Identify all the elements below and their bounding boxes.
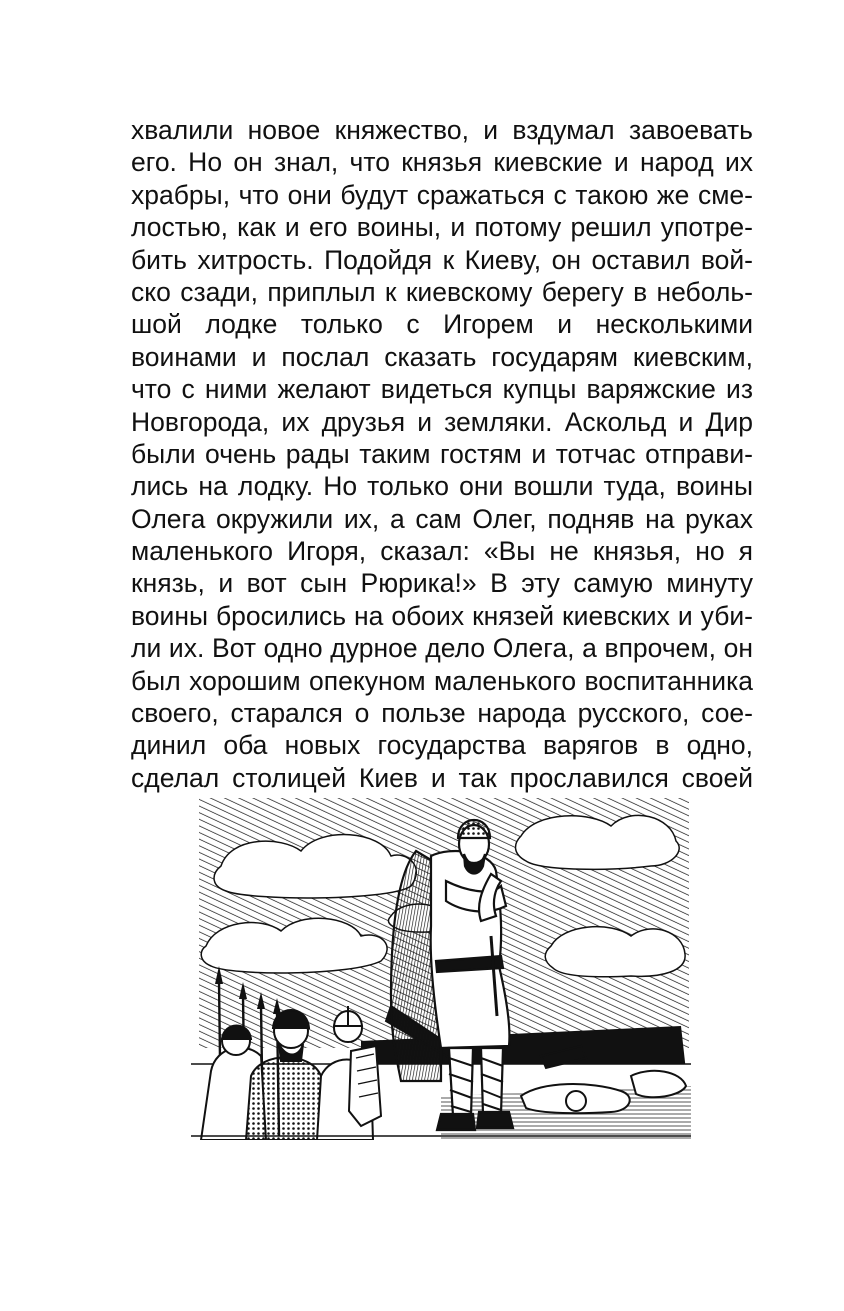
text-line: лостью, как и его воины, и потому решил употре- (131, 212, 753, 243)
text-line: воины бросились на обоих князей киевских и уби- (131, 600, 753, 631)
text-line: были очень рады таким гостям и тотчас отправи- (131, 438, 753, 469)
text-line: Олега окружили их, а сам Олег, подняв на руках (131, 503, 753, 534)
text-line: его. Но он знал, что князья киевские и народ их (131, 147, 753, 178)
text-line: князь, и вот сын Рюрика!» В эту самую минуту (131, 568, 753, 599)
text-line: лись на лодку. Но только они вошли туда, воины (131, 471, 753, 502)
text-line: маленького Игоря, сказал: «Вы не князья, но я (131, 536, 753, 567)
text-line: своего, старался о пользе народа русского, сое- (131, 698, 753, 729)
text-line: динил оба новых государства варягов в одно, (131, 730, 753, 761)
body-text (131, 114, 753, 794)
warriors-engraving (191, 796, 691, 1140)
text-line: что с ними желают видеться купцы варяжские из (131, 374, 753, 405)
text-line: шой лодке только с Игорем и несколькими (131, 309, 753, 340)
text-line: Новгорода, их друзья и земляки. Аскольд и Дир (131, 406, 753, 437)
text-line: сделал столицей Киев и так прославился своей (131, 762, 753, 793)
text-line: храбры, что они будут сражаться с такою же сме- (131, 179, 753, 210)
text-line: воинами и послал сказать государям киевским, (131, 341, 753, 372)
text-line: был хорошим опекуном маленького воспитанника (131, 665, 753, 696)
text-line: ско сзади, приплыл к киевскому берегу в неболь- (131, 276, 753, 307)
text-line: ли их. Вот одно дурное дело Олега, а впрочем, он (131, 633, 753, 664)
text-line: бить хитрость. Подойдя к Киеву, он оставил вой- (131, 244, 753, 275)
text-line: хвалили новое княжество, и вздумал завоевать (131, 115, 753, 145)
engraving-illustration (191, 796, 691, 1140)
